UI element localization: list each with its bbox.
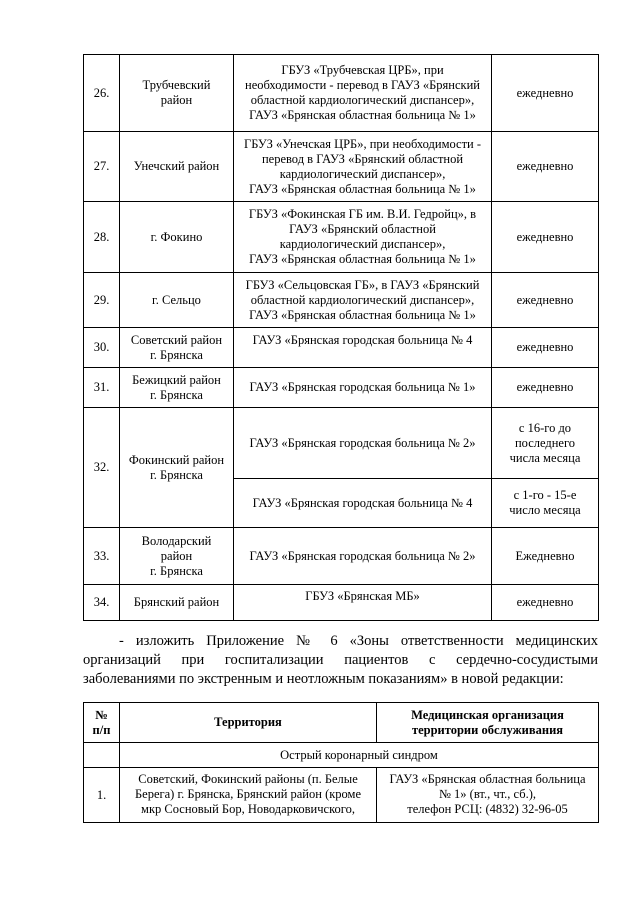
row-number: 1. <box>84 768 120 823</box>
organization-cell: ГБУЗ «Трубчевская ЦРБ», при необходимости - перевод в ГАУЗ «Брянский областной кардиологический диспансер», ГАУЗ «Брянская областная больница № 1» <box>234 55 492 132</box>
row-number: 30. <box>84 328 120 368</box>
amendment-text: - изложить Приложение № 6 «Зоны ответственности медицинских организаций при госпитализации пациентов с сердечно-сосудистыми заболеваниями по экстренным и неотложным показаниям» в новой редакции: <box>83 633 598 687</box>
organization-cell: ГАУЗ «Брянская областная больница № 1» (вт., чт., сб.), телефон РСЦ: (4832) 32-96-05 <box>377 768 599 823</box>
row-number: 34. <box>84 585 120 621</box>
table-row <box>84 528 599 585</box>
schedule-cell: ежедневно <box>492 368 599 408</box>
table-header-row <box>84 703 599 743</box>
schedule-cell: с 1-го - 15-е число месяца <box>492 479 599 528</box>
table-row <box>84 55 599 132</box>
schedule-cell: ежедневно <box>492 55 599 132</box>
territory-cell: Советский район г. Брянска <box>120 328 234 368</box>
table-row <box>84 585 599 621</box>
schedule-cell: ежедневно <box>492 273 599 328</box>
schedule-cell: ежедневно <box>492 202 599 273</box>
row-number: 31. <box>84 368 120 408</box>
territory-cell: Володарский район г. Брянска <box>120 528 234 585</box>
schedule-cell: Ежедневно <box>492 528 599 585</box>
territory-cell: Унечский район <box>120 132 234 202</box>
header-organization: Медицинская организация территории обслуживания <box>377 703 599 743</box>
organization-cell: ГБУЗ «Брянская МБ» <box>234 585 492 621</box>
organization-cell: ГАУЗ «Брянская городская больница № 2» <box>234 528 492 585</box>
section-title: Острый коронарный синдром <box>120 743 599 768</box>
schedule-cell: ежедневно <box>492 132 599 202</box>
organization-cell: ГАУЗ «Брянская городская больница № 4 <box>234 328 492 368</box>
organization-cell: ГАУЗ «Брянская городская больница № 4 <box>234 479 492 528</box>
territory-cell: г. Фокино <box>120 202 234 273</box>
organization-cell: ГАУЗ «Брянская городская больница № 1» <box>234 368 492 408</box>
row-number: 26. <box>84 55 120 132</box>
header-number: № п/п <box>84 703 120 743</box>
schedule-cell: ежедневно <box>492 328 599 368</box>
table-row <box>84 273 599 328</box>
table-row <box>84 202 599 273</box>
schedule-cell: с 16-го до последнего числа месяца <box>492 408 599 479</box>
schedule-cell: ежедневно <box>492 585 599 621</box>
organization-cell: ГАУЗ «Брянская городская больница № 2» <box>234 408 492 479</box>
territory-cell: Фокинский район г. Брянска <box>120 408 234 528</box>
table-row <box>84 132 599 202</box>
territory-cell: г. Сельцо <box>120 273 234 328</box>
row-number: 29. <box>84 273 120 328</box>
section-row <box>84 743 599 768</box>
header-territory: Территория <box>120 703 377 743</box>
table-row <box>84 328 599 368</box>
row-number: 27. <box>84 132 120 202</box>
row-number: 32. <box>84 408 120 528</box>
territory-cell: Бежицкий район г. Брянска <box>120 368 234 408</box>
table-row <box>84 768 599 823</box>
responsibility-zones-table <box>83 702 599 823</box>
territory-cell: Советский, Фокинский районы (п. Белые Берега) г. Брянска, Брянский район (кроме мкр Сосновый Бор, Новодарковичского, <box>120 768 377 823</box>
organization-cell: ГБУЗ «Сельцовская ГБ», в ГАУЗ «Брянский областной кардиологический диспансер», ГАУЗ «Брянская областная больница № 1» <box>234 273 492 328</box>
organization-cell: ГБУЗ «Унечская ЦРБ», при необходимости - перевод в ГАУЗ «Брянский областной кардиологический диспансер», ГАУЗ «Брянская областная больница № 1» <box>234 132 492 202</box>
hospital-zones-table <box>83 54 599 621</box>
territory-cell: Брянский район <box>120 585 234 621</box>
table-row <box>84 368 599 408</box>
row-number: 28. <box>84 202 120 273</box>
row-number: 33. <box>84 528 120 585</box>
section-number-cell <box>84 743 120 768</box>
amendment-paragraph <box>83 632 598 689</box>
organization-cell: ГБУЗ «Фокинская ГБ им. В.И. Гедройц», в ГАУЗ «Брянский областной кардиологический диспансер», ГАУЗ «Брянская областная больница № 1» <box>234 202 492 273</box>
table-row <box>84 408 599 479</box>
territory-cell: Трубчевский район <box>120 55 234 132</box>
